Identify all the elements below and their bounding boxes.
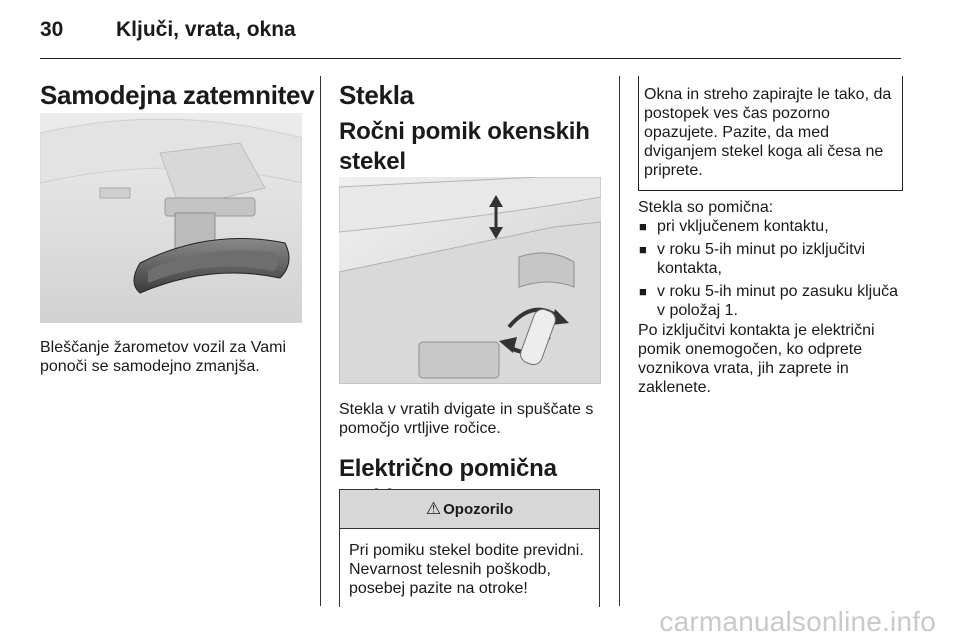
- column-divider-1: [320, 76, 321, 606]
- watermark: carmanualsonline.info: [659, 606, 936, 637]
- subheading-elektricno: Električno pomična: [339, 455, 557, 482]
- warning-title: Opozorilo: [443, 500, 514, 518]
- column-divider-2: [619, 76, 620, 606]
- bullet-list: [638, 217, 900, 324]
- warning-box: [339, 489, 600, 607]
- header-rule: [40, 58, 901, 59]
- paragraph-intro: Stekla so pomična:: [638, 199, 774, 216]
- list-item: ■ pri vključenem kontaktu,: [638, 217, 900, 236]
- figure-rearview-mirror: [40, 113, 302, 323]
- note-box: Okna in streho zapirajte le tako, da postopek ves čas pozorno opazujete. Pazite, da med dviganjem stekel koga ali česa ne priprete.: [638, 76, 903, 191]
- paragraph-ignition: Po izključitvi kontakta je električni pomik onemogočen, ko odprete voznikova vrata, jih zaprete in zaklenete.: [638, 322, 875, 396]
- list-item: ■ v roku 5-ih minut po zasuku ključa v položaj 1.: [638, 282, 900, 320]
- paragraph-mirror: Bleščanje žarometov vozil za Vami ponoči se samodejno zmanjša.: [40, 339, 287, 375]
- rearview-mirror-illustration: [40, 113, 302, 323]
- window-crank-illustration: [339, 177, 601, 384]
- subheading-rocni-pomik: Ročni pomik okenskih stekel: [339, 118, 590, 175]
- section-heading-stekla: Stekla: [339, 80, 414, 110]
- warning-text: Pri pomiku stekel bodite previdni. Nevarnost telesnih poškodb, posebej pazite na otroke!: [349, 542, 584, 597]
- warning-title-bar: [340, 490, 599, 529]
- list-item: ■ v roku 5-ih minut po izključitvi kontakta,: [638, 240, 900, 278]
- paragraph-window-crank: Stekla v vratih dvigate in spuščate s pomočjo vrtljive ročice.: [339, 401, 594, 437]
- running-title: Ključi, vrata, okna: [116, 18, 296, 41]
- page-number: 30: [40, 18, 64, 41]
- figure-window-crank: [339, 177, 601, 384]
- section-heading-samodejna: Samodejna zatemnitev: [40, 80, 315, 110]
- warning-triangle-icon: ⚠: [425, 499, 442, 518]
